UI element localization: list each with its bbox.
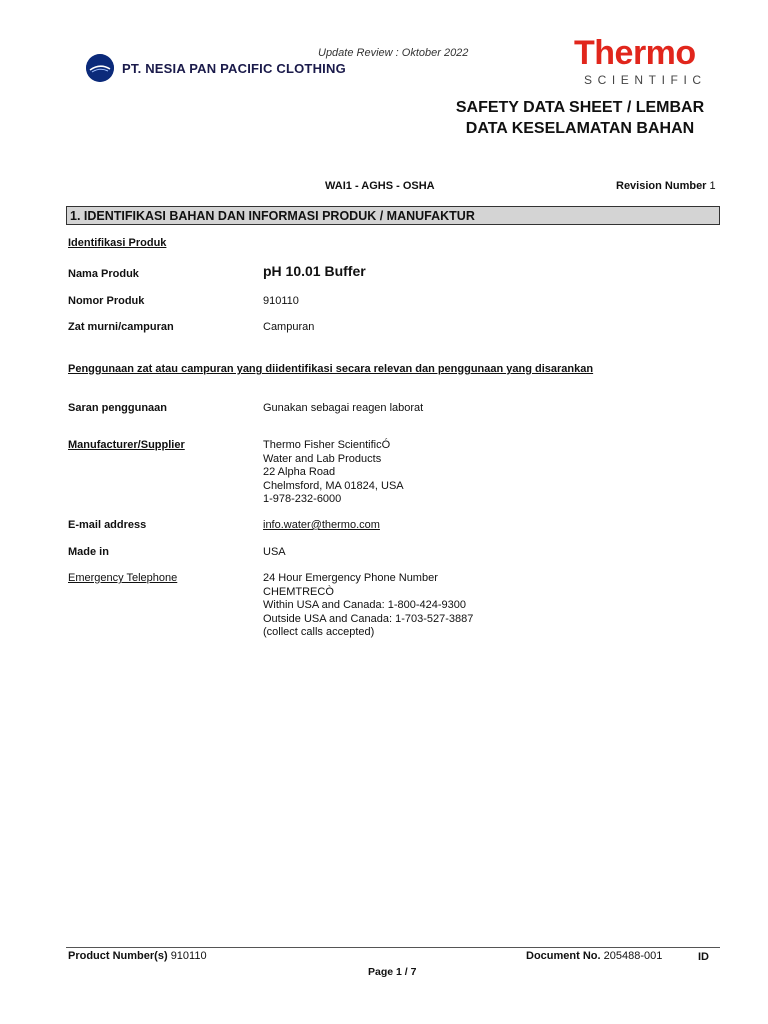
document-title-line2: DATA KESELAMATAN BAHAN [465, 120, 695, 137]
product-name-value: pH 10.01 Buffer [263, 263, 366, 279]
usage-value: Gunakan sebagai reagen laborat [263, 402, 424, 414]
footer-product-numbers-value: 910110 [170, 950, 207, 962]
usage-heading: Penggunaan zat atau campuran yang diidentifikasi secara relevan dan penggunaan yang disarankan [68, 363, 594, 375]
manufacturer-label: Manufacturer/Supplier [68, 439, 185, 451]
company-logo-icon [86, 54, 114, 82]
section-1-title: 1. IDENTIFIKASI BAHAN DAN INFORMASI PRODUK / MANUFAKTUR [70, 209, 475, 223]
emergency-line: Within USA and Canada: 1-800-424-9300 [263, 599, 467, 611]
manufacturer-line: 22 Alpha Road [263, 466, 336, 478]
manufacturer-line: Chelmsford, MA 01824, USA [263, 479, 404, 492]
manufacturer-address [263, 439, 404, 507]
footer-language-code: ID [698, 951, 709, 963]
usage-label: Saran penggunaan [68, 402, 168, 414]
manufacturer-line: Thermo Fisher ScientificÓ [263, 439, 391, 451]
product-name-label: Nama Produk [68, 268, 139, 280]
product-number-label: Nomor Produk [68, 295, 145, 307]
email-link[interactable]: info.water@thermo.com [263, 519, 380, 531]
made-in-value: USA [263, 546, 286, 558]
document-title-line1: SAFETY DATA SHEET / LEMBAR [455, 99, 705, 116]
substance-label: Zat murni/campuran [68, 321, 174, 333]
manufacturer-line: Water and Lab Products [263, 452, 382, 465]
revision-number [616, 180, 716, 192]
manufacturer-line: 1-978-232-6000 [263, 493, 342, 505]
footer-product-numbers-label: Product Number(s) [68, 950, 168, 962]
product-number-value: 910110 [263, 295, 299, 307]
emergency-line: Outside USA and Canada: 1-703-527-3887 [263, 612, 474, 625]
product-id-heading: Identifikasi Produk [68, 237, 167, 249]
company-name: PT. NESIA PAN PACIFIC CLOTHING [122, 61, 346, 76]
section-1-header [66, 206, 720, 225]
footer-document-label: Document No. [526, 950, 601, 962]
substance-value: Campuran [263, 321, 315, 333]
made-in-label: Made in [68, 546, 109, 558]
footer-document-number [526, 950, 662, 962]
revision-label: Revision Number [616, 180, 707, 192]
footer-document-value: 205488-001 [603, 950, 663, 962]
emergency-line: CHEMTRECÒ [263, 585, 334, 598]
emergency-info [263, 572, 473, 640]
update-review: Update Review : Oktober 2022 [318, 47, 469, 59]
revision-value: 1 [709, 180, 716, 192]
emergency-label: Emergency Telephone [68, 572, 178, 584]
footer-page-number: Page 1 / 7 [368, 966, 417, 978]
emergency-line: 24 Hour Emergency Phone Number [263, 572, 438, 584]
email-label: E-mail address [68, 519, 147, 531]
brand-logo: Thermo [574, 34, 696, 72]
footer-product-numbers [68, 950, 207, 962]
standard-code: WAI1 - AGHS - OSHA [325, 180, 435, 192]
footer-divider [66, 947, 720, 948]
brand-logo-subtitle: SCIENTIFIC [584, 73, 707, 87]
emergency-line: (collect calls accepted) [263, 626, 375, 638]
document-title [400, 97, 760, 139]
